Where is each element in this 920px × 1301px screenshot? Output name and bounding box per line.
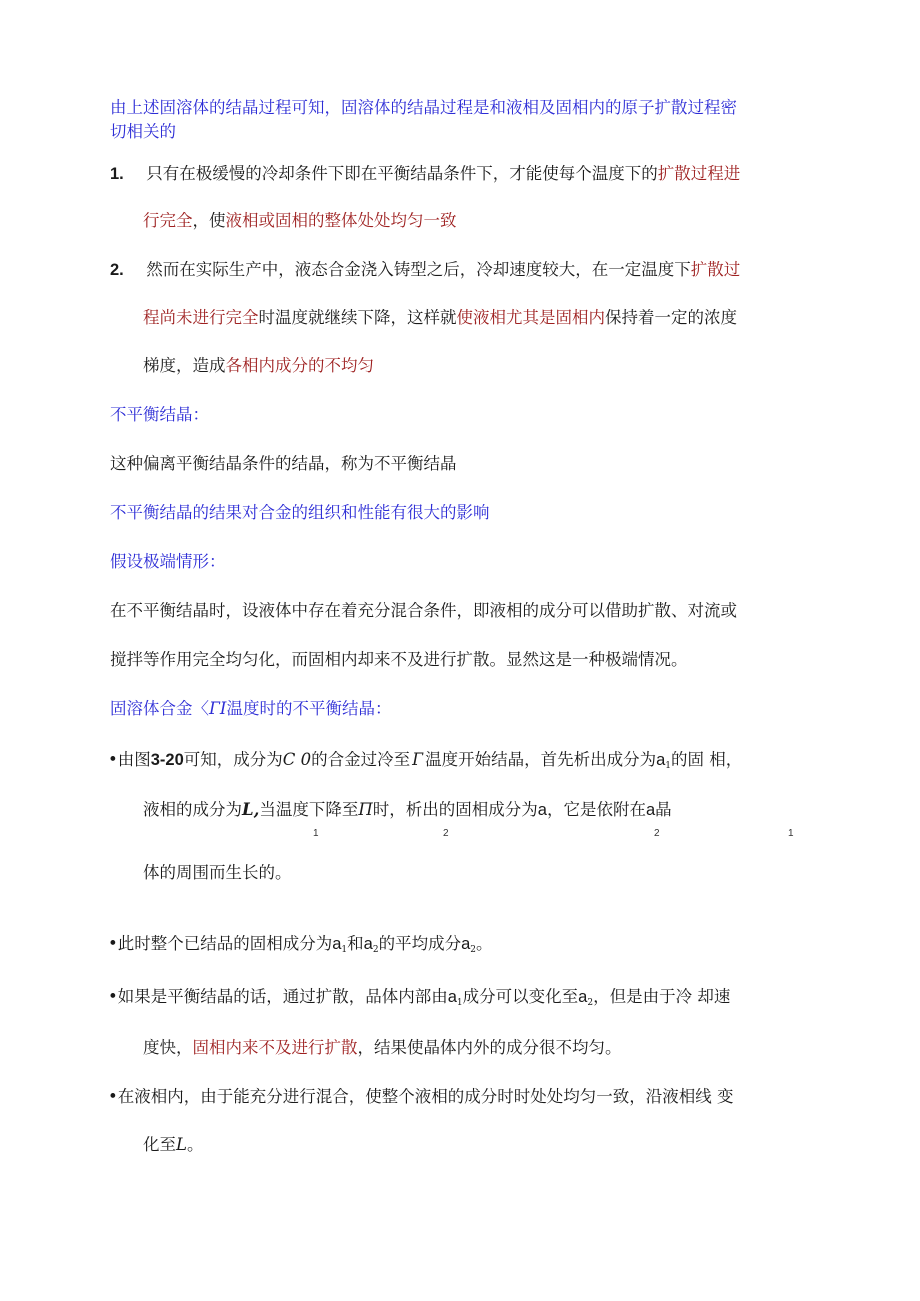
- alpha-1-subscript: 1: [665, 761, 671, 771]
- bullet-1-text-4: 温度开始结晶，首先析出成分为: [425, 750, 657, 769]
- subscript-2: 2: [372, 945, 379, 955]
- bullet-1-text-10: 晶: [655, 800, 672, 819]
- item-1-line-2: [143, 209, 457, 233]
- impact-text: 不平衡结晶的结果对合金的组织和性能有很大的影响: [110, 503, 490, 522]
- alpha-2b: a: [461, 935, 471, 953]
- alpha-1b: a: [645, 801, 656, 819]
- nonequilibrium-heading: 不平衡结晶：: [110, 405, 209, 424]
- alpha-1: a: [447, 988, 457, 1006]
- bullet-1-symbol: •: [108, 750, 118, 769]
- case-heading: [110, 697, 391, 721]
- item-2-highlight-3: 使液相尤其是固相内: [456, 308, 605, 327]
- alpha-1: a: [332, 935, 342, 953]
- bullet-2-text: 此时整个已结品的固相成分为: [117, 934, 333, 953]
- bullet-2-text-3: 的平均成分: [378, 934, 462, 953]
- bullet-1-text-3: 的合金过冷至: [311, 750, 411, 769]
- bullet-3-line-2: [143, 1036, 622, 1060]
- item-2-highlight-4: 各相内成分的不均匀: [225, 356, 374, 375]
- bullet-1-line-2: [143, 798, 672, 822]
- temperature-symbol: Г: [412, 750, 424, 769]
- alpha-2: a: [578, 988, 588, 1006]
- subscript-1: 1: [456, 998, 463, 1008]
- item-2-highlight: 扩散过: [690, 260, 741, 279]
- bullet-1-text-9: ，它是依附在: [546, 800, 646, 819]
- bullet-4-line-2: [143, 1133, 203, 1157]
- bullet-3-text-3: ，但是由于冷 却速: [593, 987, 731, 1006]
- bullet-1-text-6: 液相的成分为: [143, 800, 242, 819]
- item-1-highlight-2: 行完全: [143, 211, 193, 230]
- bullet-3-symbol: •: [108, 987, 118, 1006]
- bullet-2-symbol: •: [108, 934, 118, 953]
- assumption-heading: 假设极端情形：: [110, 552, 226, 571]
- case-heading-symbol: ГI: [209, 699, 227, 718]
- item-1-line-1: [110, 162, 740, 186]
- bullet-3-text-4: 度快，: [143, 1038, 193, 1057]
- bullet-4-text: 在液相内，由于能充分进行混合，使整个液相的成分时时处处均匀一致，沿液相线 变: [117, 1087, 734, 1106]
- subscript-3: 2: [470, 945, 476, 955]
- liquid-symbol: L: [176, 1135, 187, 1154]
- bullet-4-line-1: [108, 1085, 733, 1109]
- bullet-2-line-1: [108, 932, 493, 962]
- bullet-3-highlight: 固相内来不及进行扩散: [192, 1038, 358, 1057]
- bullet-3-line-1: [108, 985, 730, 1015]
- composition-c0: C 0: [282, 750, 312, 769]
- bullet-1-text-5: 的固 相，: [671, 750, 743, 769]
- intro-line-1: 由上述固溶体的结晶过程可知，固溶体的结晶过程是和液相及固相内的原子扩散过程密: [110, 98, 737, 117]
- item-2-text: 然而在实际生产中，液态合金浇入铸型之后，冷却速度较大，在一定温度下: [146, 260, 691, 279]
- bullet-3-text: 如果是平衡结晶的话，通过扩散，品体内部由: [117, 987, 448, 1006]
- item-1-text-2: ，使: [192, 211, 226, 230]
- subscript-marker: 1: [313, 828, 319, 839]
- figure-reference: 3-20: [150, 751, 184, 769]
- bullet-4-text-2: 化至: [143, 1135, 176, 1154]
- alpha-2: a: [537, 801, 547, 819]
- definition-text: 这种偏离平衡结晶条件的结晶，称为不平衡结晶: [110, 454, 457, 473]
- item-1-highlight-3: 液相或固相的整体处处均匀一致: [225, 211, 457, 230]
- temperature-symbol-2: П: [358, 800, 373, 819]
- intro-line-2: 切相关的: [110, 122, 176, 141]
- item-1-text: 只有在极缓慢的冷却条件下即在平衡结晶条件下，才能使每个温度下的: [146, 164, 658, 183]
- bullet-2-text-2: 和: [347, 934, 364, 953]
- bullet-1-line-3: 体的周围而生长的。: [143, 863, 292, 882]
- bullet-4-symbol: •: [108, 1087, 118, 1106]
- bullet-1-text: 由图: [117, 750, 151, 769]
- assumption-line-2: 搅拌等作用完全均匀化，而固相内却来不及进行扩散。显然这是一种极端情况。: [110, 650, 688, 669]
- bullet-2-text-4: 。: [476, 934, 493, 953]
- subscript-marker: 1: [788, 828, 794, 839]
- item-1-highlight: 扩散过程进: [657, 164, 741, 183]
- item-2-text-2: 时温度就继续下降，这样就: [258, 308, 457, 327]
- bullet-4-text-3: 。: [186, 1135, 204, 1154]
- subscript-marker: 2: [654, 828, 660, 839]
- subscript-marker: 2: [443, 828, 449, 839]
- case-heading-text-2: 温度时的不平衡结晶：: [226, 699, 392, 718]
- item-2-number: 2.: [110, 261, 124, 279]
- alpha-1: a: [656, 751, 666, 769]
- subscript-2: 2: [587, 998, 594, 1008]
- item-2-text-4: 梯度，造成: [143, 356, 226, 375]
- item-2-line-3: [143, 354, 374, 378]
- subscript-1: 1: [341, 945, 348, 955]
- bullet-3-text-2: 成分可以变化至: [462, 987, 579, 1006]
- item-2-line-1: [110, 258, 740, 282]
- liquid-symbol: L,: [242, 800, 260, 819]
- bullet-3-text-5: ，结果使晶体内外的成分很不均匀。: [357, 1038, 622, 1057]
- bullet-1-text-7: 当温度下降至: [259, 800, 359, 819]
- bullet-1-line-1: [108, 748, 742, 778]
- item-1-number: 1.: [110, 165, 124, 183]
- assumption-line-1: 在不平衡结晶时，设液体中存在着充分混合条件，即液相的成分可以借助扩散、对流或: [110, 601, 737, 620]
- case-heading-text: 固溶体合金〈: [110, 699, 209, 718]
- item-2-text-3: 保持着一定的浓度: [605, 308, 737, 327]
- item-2-line-2: [143, 306, 737, 330]
- bullet-1-text-2: 可知，成分为: [183, 750, 283, 769]
- bullet-1-text-8: 时，析出的固相成分为: [372, 800, 538, 819]
- item-2-highlight-2: 程尚未进行完全: [143, 308, 259, 327]
- alpha-2: a: [363, 935, 373, 953]
